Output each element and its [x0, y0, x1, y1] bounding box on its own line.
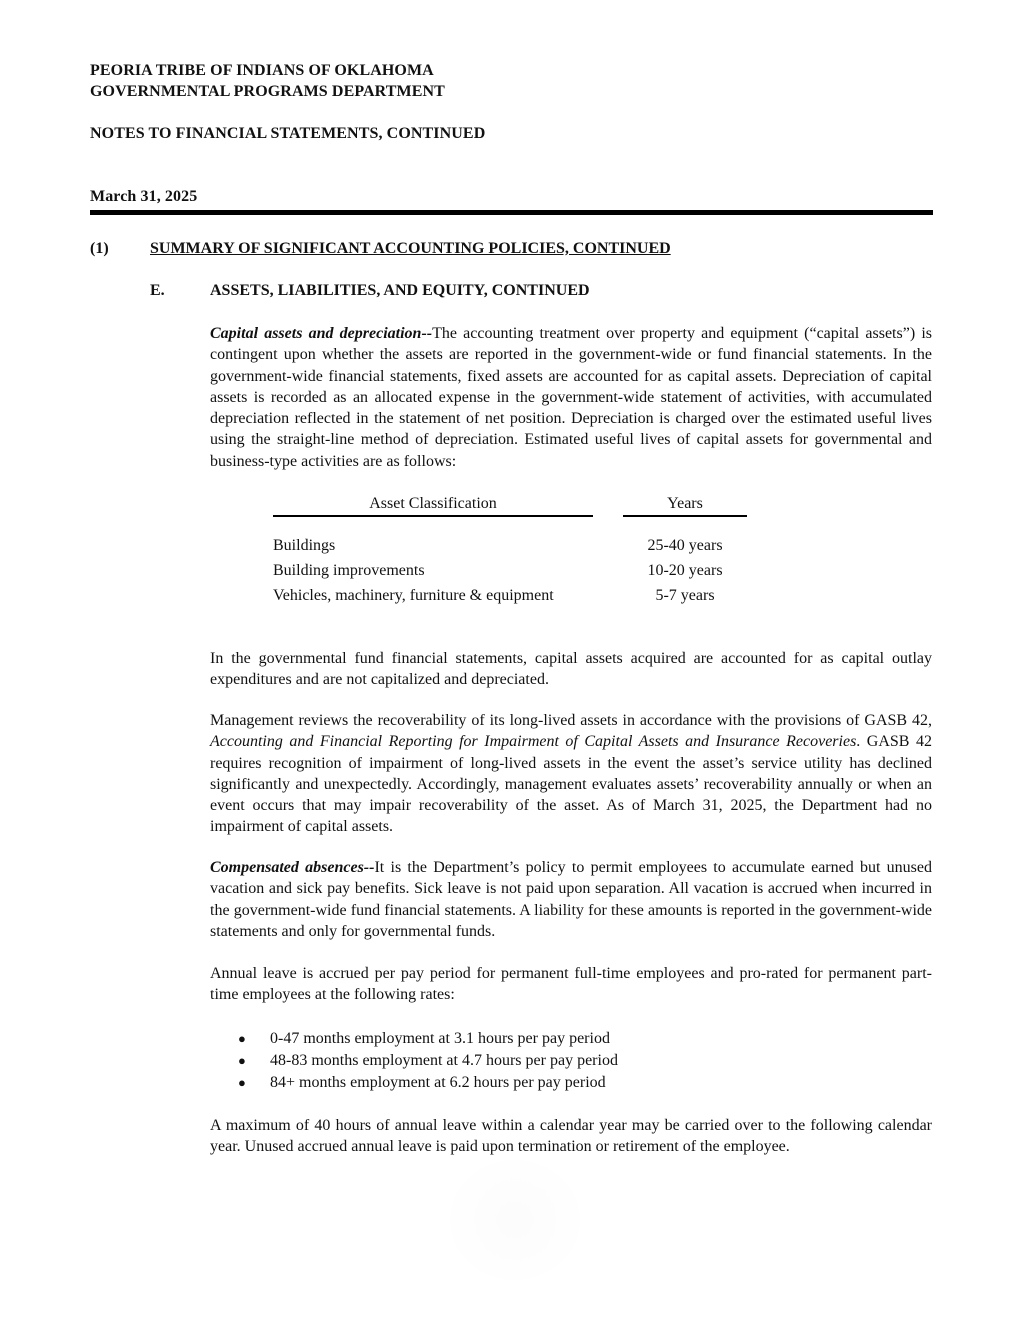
org-name: PEORIA TRIBE OF INDIANS OF OKLAHOMA [90, 62, 434, 79]
asset-cell: Buildings [273, 537, 336, 554]
compensated-absences-heading: Compensated absences-- [210, 859, 375, 876]
impairment-text-post: . GASB 42 requires recognition of impairment of long-lived assets in the event the asset’s service utility has declined significantly and unexpectedly. Accordingly, management evaluates assets’ recoverability annually or when an event occurs that may impair recoverability of the asset. As of March 31, 2025, the Department had no impairment of capital assets. [210, 733, 932, 836]
header-rule [90, 210, 933, 215]
years-cell: 25-40 years [647, 537, 723, 554]
col-header-asset: Asset Classification [273, 495, 593, 517]
bullet-icon: ● [238, 1031, 246, 1046]
list-item-text: 0-47 months employment at 3.1 hours per pay period [270, 1030, 610, 1047]
bullet-icon: ● [238, 1053, 246, 1068]
compensated-absences-text: It is the Department’s policy to permit employees to accumulate earned but unused vacation and sick pay benefits. Sick leave is not paid upon separation. All vacation is accrued when incurred in the government-wide fund financial statements. A liability for these amounts is reported in the government-wide statements and only for governmental funds. [210, 859, 933, 940]
compensated-absences-paragraph [210, 857, 932, 942]
annual-leave-paragraph: Annual leave is accrued per pay period for permanent full-time employees and pro-rated for permanent part-time employees at the following rates: [210, 965, 932, 1004]
asset-cell: Vehicles, machinery, furniture & equipment [273, 587, 554, 604]
list-item [238, 1072, 618, 1094]
capital-assets-paragraph [210, 323, 932, 472]
statement-date: March 31, 2025 [90, 188, 198, 205]
impairment-text-pre: Management reviews the recoverability of its long-lived assets in accordance with the provisions of GASB 42, [210, 712, 932, 729]
col-header-years: Years [623, 495, 747, 517]
years-cell: 10-20 years [647, 562, 723, 579]
impairment-paragraph [210, 710, 932, 838]
list-item-text: 48-83 months employment at 4.7 hours per pay period [270, 1052, 618, 1069]
table-row [273, 587, 753, 612]
subsection-letter: E. [150, 282, 165, 299]
years-cell: 5-7 years [655, 587, 715, 604]
capital-assets-text: The accounting treatment over property and equipment (“capital assets”) is contingent upon whether the assets are reported in the government-wide or fund financial statements. In the government-wide financial statements, fixed assets are accounted for as capital assets. Depreciation of capital assets is recorded as an allocated expense in the government-wide statement of activities, with accumulated depreciation reflected in the statement of net position. Depreciation is charged over the estimated useful lives using the straight-line method of depreciation. Estimated useful lives of capital assets for governmental and business-type activities are as follows: [210, 325, 932, 470]
table-row [273, 562, 753, 587]
list-item [238, 1050, 618, 1072]
asset-cell: Building improvements [273, 562, 425, 579]
capital-assets-heading: Capital assets and depreciation-- [210, 325, 433, 342]
department-name: GOVERNMENTAL PROGRAMS DEPARTMENT [90, 83, 445, 100]
section-number: (1) [90, 240, 109, 257]
gasb-title: Accounting and Financial Reporting for Impairment of Capital Assets and Insurance Recoveries [210, 733, 857, 751]
subsection-title: ASSETS, LIABILITIES, AND EQUITY, CONTINUED [210, 282, 590, 299]
faint-seal-watermark [450, 1160, 580, 1280]
notes-title: NOTES TO FINANCIAL STATEMENTS, CONTINUED [90, 125, 486, 142]
list-item-text: 84+ months employment at 6.2 hours per pay period [270, 1074, 606, 1091]
list-item [238, 1028, 618, 1050]
table-row [273, 537, 753, 562]
accrual-rates-list [238, 1028, 618, 1094]
section-title: SUMMARY OF SIGNIFICANT ACCOUNTING POLICIES, CONTINUED [150, 240, 671, 257]
carryover-paragraph: A maximum of 40 hours of annual leave within a calendar year may be carried over to the following calendar year. Unused accrued annual leave is paid upon termination or retirement of the employee. [210, 1117, 932, 1156]
fund-statements-paragraph: In the governmental fund financial statements, capital assets acquired are accounted for as capital outlay expenditures and are not capitalized and depreciated. [210, 650, 932, 689]
bullet-icon: ● [238, 1075, 246, 1090]
